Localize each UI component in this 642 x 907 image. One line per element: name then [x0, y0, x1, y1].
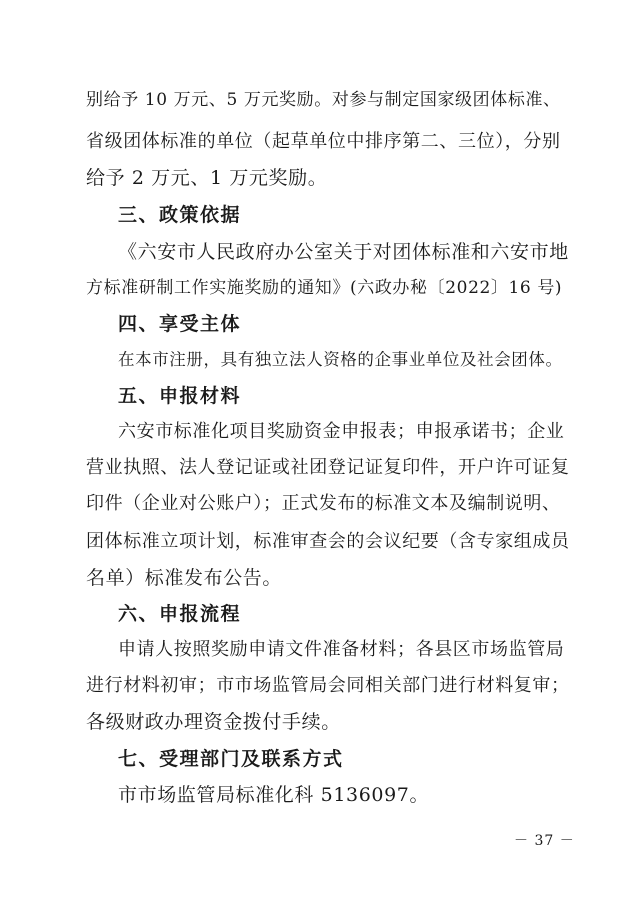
paragraph-line: 印件（企业对公账户）；正式发布的标准文本及编制说明、 [86, 493, 561, 514]
paragraph-line: 给予 2 万元、1 万元奖励。 [86, 167, 328, 189]
paragraph-line: 进行材料初审；市市场监管局会同相关部门进行材料复审； [86, 675, 570, 696]
paragraph-line: 方标准研制工作实施奖励的通知》(六政办秘〔2022〕16 号) [86, 278, 563, 298]
section-heading-process: 六、申报流程 [118, 603, 242, 625]
section-heading-materials: 五、申报材料 [118, 385, 242, 407]
page-number: － 37 － [514, 833, 575, 849]
paragraph-line: 《六安市人民政府办公室关于对团体标准和六安市地 [118, 241, 569, 263]
paragraph-line: 在本市注册，具有独立法人资格的企事业单位及社会团体。 [118, 350, 563, 369]
paragraph-line: 市市场监管局标准化科 5136097。 [118, 784, 430, 806]
section-heading-beneficiary: 四、享受主体 [118, 313, 242, 335]
paragraph-line: 各级财政办理资金拨付手续。 [86, 711, 341, 733]
paragraph-line: 营业执照、法人登记证或社团登记证复印件，开户许可证复 [86, 457, 570, 478]
section-heading-policy-basis: 三、政策依据 [118, 204, 242, 226]
paragraph-line: 申请人按照奖励申请文件准备材料；各县区市场监管局 [118, 639, 565, 660]
section-heading-contact: 七、受理部门及联系方式 [118, 748, 344, 770]
paragraph-line: 团体标准立项计划，标准审查会的会议纪要（含专家组成员 [86, 531, 570, 552]
paragraph-line: 六安市标准化项目奖励资金申报表；申报承诺书；企业 [118, 421, 565, 442]
paragraph-line: 别给予 10 万元、5 万元奖励。对参与制定国家级团体标准、 [86, 90, 561, 110]
paragraph-line: 省级团体标准的单位（起草单位中排序第二、三位），分别 [86, 131, 561, 152]
paragraph-line: 名单）标准发布公告。 [86, 567, 283, 589]
